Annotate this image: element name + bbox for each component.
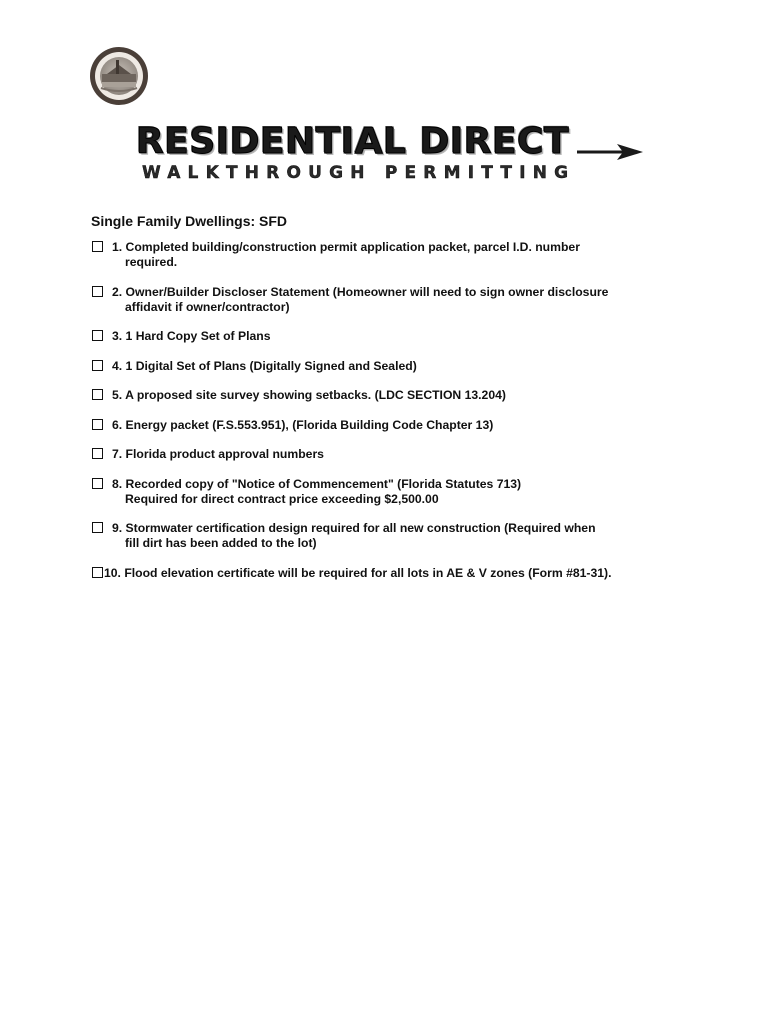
checklist-item bbox=[91, 285, 691, 315]
banner-logo bbox=[132, 120, 642, 192]
checklist-item bbox=[91, 329, 691, 344]
item-text: 9. Stormwater certification design required for all new construction (Required when bbox=[112, 521, 596, 535]
item-text: 5. A proposed site survey showing setbacks. (LDC SECTION 13.204) bbox=[112, 388, 506, 402]
item-text: 6. Energy packet (F.S.553.951), (Florida Building Code Chapter 13) bbox=[112, 417, 494, 432]
section-title: Single Family Dwellings: SFD bbox=[91, 213, 288, 229]
checkbox[interactable] bbox=[92, 241, 103, 252]
arrow-icon bbox=[577, 142, 643, 162]
checkbox[interactable] bbox=[92, 522, 103, 533]
item-text: 1. Completed building/construction permit application packet, parcel I.D. number bbox=[112, 240, 580, 254]
item-text: 2. Owner/Builder Discloser Statement (Homeowner will need to sign owner disclosure bbox=[112, 284, 609, 299]
banner-subtitle: WALKTHROUGH PERMITTING bbox=[142, 163, 576, 183]
checkbox[interactable] bbox=[92, 567, 103, 578]
banner-title: RESIDENTIAL DIRECT bbox=[136, 121, 570, 162]
checklist-item bbox=[91, 240, 691, 270]
checkbox[interactable] bbox=[92, 360, 103, 371]
item-text-continued: affidavit if owner/contractor) bbox=[125, 299, 290, 314]
checklist-item bbox=[91, 521, 691, 551]
item-text: 7. Florida product approval numbers bbox=[112, 447, 324, 461]
checklist-item bbox=[91, 447, 691, 462]
checkbox[interactable] bbox=[92, 448, 103, 459]
checkbox[interactable] bbox=[92, 389, 103, 400]
county-seal-logo bbox=[89, 46, 149, 106]
checklist-item bbox=[91, 388, 691, 403]
checkbox[interactable] bbox=[92, 419, 103, 430]
requirements-checklist bbox=[91, 240, 691, 595]
item-text: 3. 1 Hard Copy Set of Plans bbox=[112, 329, 271, 343]
item-text: 4. 1 Digital Set of Plans (Digitally Signed and Sealed) bbox=[112, 358, 417, 373]
item-text-continued: Required for direct contract price exceeding $2,500.00 bbox=[125, 491, 439, 506]
checklist-item bbox=[91, 477, 691, 507]
item-text: 8. Recorded copy of "Notice of Commencement" (Florida Statutes 713) bbox=[112, 476, 522, 491]
item-text-continued: fill dirt has been added to the lot) bbox=[125, 536, 317, 550]
checkbox[interactable] bbox=[92, 286, 103, 297]
checkbox[interactable] bbox=[92, 478, 103, 489]
checklist-item bbox=[91, 418, 691, 433]
checklist-item bbox=[91, 359, 691, 374]
item-text-continued: required. bbox=[125, 255, 178, 269]
item-text: 10. Flood elevation certificate will be required for all lots in AE & V zones (Form #81-31). bbox=[104, 565, 612, 580]
checkbox[interactable] bbox=[92, 330, 103, 341]
checklist-item bbox=[91, 566, 691, 581]
